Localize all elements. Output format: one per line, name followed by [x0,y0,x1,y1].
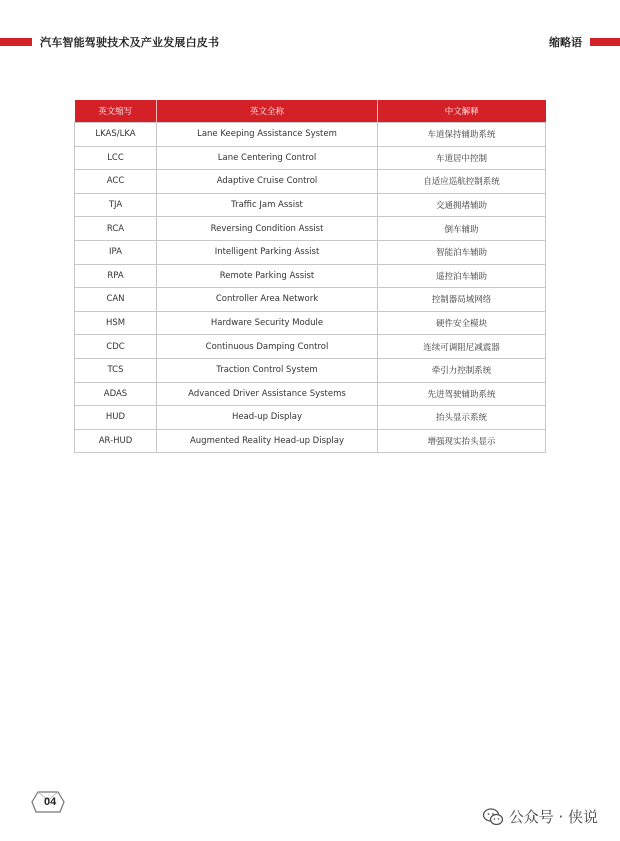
table-row [75,193,546,217]
cell-abbreviation: CDC [75,335,157,359]
table-row [75,123,546,147]
header-accent-bar-left [0,38,32,46]
cell-full-name: Lane Centering Control [157,146,378,170]
cell-chinese: 增强现实抬头显示 [378,429,546,453]
header-accent-bar-right [590,38,620,46]
table-row [75,217,546,241]
cell-chinese: 抬头显示系统 [378,406,546,430]
cell-full-name: Head-up Display [157,406,378,430]
cell-abbreviation: LKAS/LKA [75,123,157,147]
cell-full-name: Intelligent Parking Assist [157,240,378,264]
abbreviation-table [74,100,546,453]
cell-full-name: Traction Control System [157,358,378,382]
cell-full-name: Reversing Condition Assist [157,217,378,241]
cell-abbreviation: RPA [75,264,157,288]
watermark [483,806,598,827]
page-number: 04 [44,796,57,808]
cell-abbreviation: TCS [75,358,157,382]
cell-full-name: Continuous Damping Control [157,335,378,359]
column-header-full-name: 英文全称 [157,100,378,123]
table-row [75,264,546,288]
cell-abbreviation: LCC [75,146,157,170]
wechat-icon [483,808,503,826]
cell-chinese: 硬件安全模块 [378,311,546,335]
cell-full-name: Hardware Security Module [157,311,378,335]
table-row [75,170,546,194]
table-row [75,429,546,453]
cell-abbreviation: CAN [75,288,157,312]
cell-full-name: Controller Area Network [157,288,378,312]
cell-chinese: 牵引力控制系统 [378,358,546,382]
table-row [75,382,546,406]
cell-abbreviation: TJA [75,193,157,217]
section-title: 缩略语 [549,36,582,49]
document-title: 汽车智能驾驶技术及产业发展白皮书 [40,36,220,49]
cell-abbreviation: RCA [75,217,157,241]
cell-abbreviation: ADAS [75,382,157,406]
cell-chinese: 智能泊车辅助 [378,240,546,264]
table-row [75,311,546,335]
cell-chinese: 控制器局域网络 [378,288,546,312]
cell-abbreviation: HSM [75,311,157,335]
cell-abbreviation: IPA [75,240,157,264]
cell-full-name: Lane Keeping Assistance System [157,123,378,147]
cell-chinese: 交通拥堵辅助 [378,193,546,217]
table-header-row [75,100,546,123]
table-row [75,240,546,264]
cell-chinese: 遥控泊车辅助 [378,264,546,288]
column-header-chinese: 中文解释 [378,100,546,123]
cell-full-name: Traffic Jam Assist [157,193,378,217]
cell-full-name: Adaptive Cruise Control [157,170,378,194]
cell-chinese: 车道保持辅助系统 [378,123,546,147]
cell-full-name: Remote Parking Assist [157,264,378,288]
column-header-abbreviation: 英文缩写 [75,100,157,123]
table-row [75,288,546,312]
watermark-text: 公众号 · 侠说 [508,808,598,826]
table-row [75,335,546,359]
cell-abbreviation: ACC [75,170,157,194]
cell-full-name: Advanced Driver Assistance Systems [157,382,378,406]
cell-full-name: Augmented Reality Head-up Display [157,429,378,453]
table-row [75,358,546,382]
cell-chinese: 自适应巡航控制系统 [378,170,546,194]
table-row [75,146,546,170]
cell-chinese: 先进驾驶辅助系统 [378,382,546,406]
cell-abbreviation: HUD [75,406,157,430]
cell-chinese: 倒车辅助 [378,217,546,241]
table-row [75,406,546,430]
cell-abbreviation: AR-HUD [75,429,157,453]
cell-chinese: 连续可调阻尼减震器 [378,335,546,359]
cell-chinese: 车道居中控制 [378,146,546,170]
